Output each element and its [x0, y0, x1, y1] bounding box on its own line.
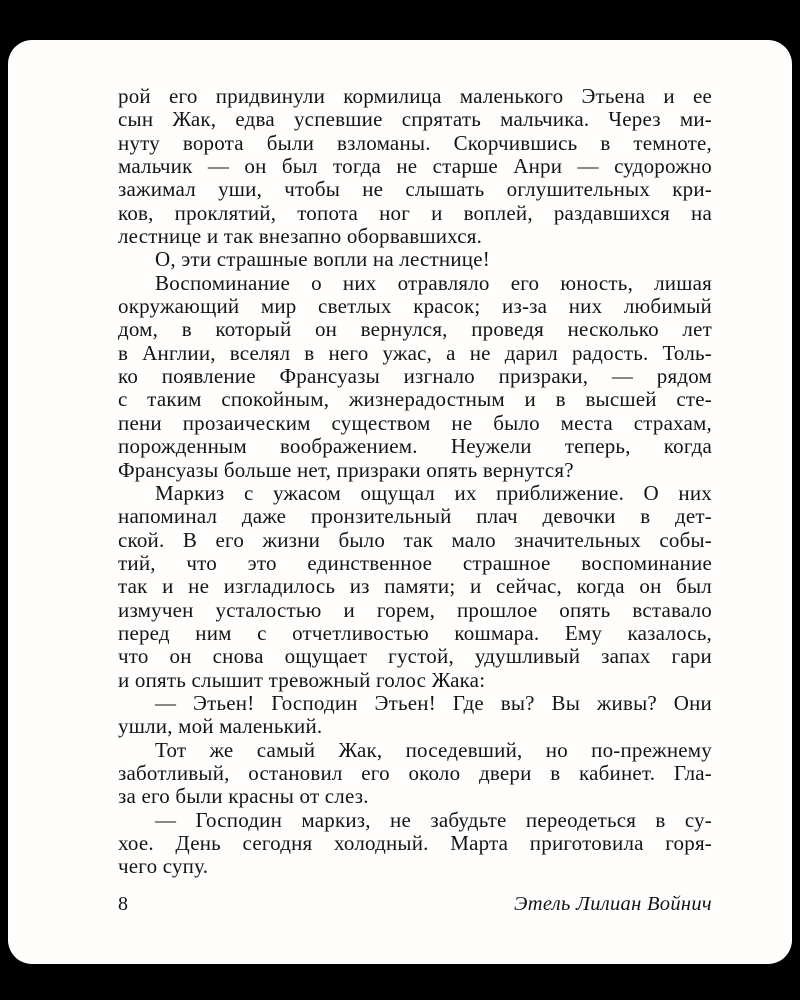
page-number: 8: [118, 893, 128, 915]
text-line: и опять слышит тревожный голос Жака:: [118, 667, 486, 692]
paragraph: [118, 482, 712, 692]
paragraph: [118, 692, 712, 739]
book-page: [8, 40, 792, 964]
page-text: [118, 85, 712, 879]
paragraph: [118, 809, 712, 879]
text-line: ков, проклятий, топота ног и воплей, раздавшихся на: [118, 200, 712, 225]
text-line: что он снова ощущает густой, удушливый запах гари: [118, 644, 712, 669]
text-line: хое. День сегодня холодный. Марта приготовила горя-: [118, 831, 712, 855]
paragraph: [118, 272, 712, 482]
text-line: окружающий мир светлых красок; из-за них любимый: [118, 294, 712, 319]
paragraph: [118, 739, 712, 809]
text-line: за его были красны от слез.: [118, 784, 369, 809]
page-footer: [118, 893, 712, 916]
text-line: Маркиз с ужасом ощущал их приближение. О них: [155, 480, 712, 505]
text-line: перед ним с отчетливостью кошмара. Ему казалось,: [118, 620, 712, 645]
text-line: лестнице и так внезапно оборвавшихся.: [118, 224, 483, 249]
text-line: ушли, мой маленький.: [118, 714, 323, 739]
text-line: мальчик — он был тогда не старше Анри — судорожно: [118, 154, 712, 179]
text-line: порожденным воображением. Неужели теперь, когда: [118, 434, 712, 459]
text-line: заботливый, остановил его около двери в кабинет. Гла-: [118, 760, 712, 785]
text-line: в Англии, вселял в него ужас, а не дарил радость. Толь-: [118, 340, 712, 365]
text-line: ко появление Франсуазы изгнало призраки, — рядом: [118, 364, 712, 389]
paragraph: [118, 85, 712, 248]
text-line: так и не изгладилось из памяти; и сейчас, когда он был: [118, 574, 712, 599]
text-line: зажимал уши, чтобы не слышать оглушительных кри-: [118, 177, 712, 202]
text-line: напоминал даже пронзительный плач девочки в дет-: [118, 504, 712, 529]
text-line: Тот же самый Жак, поседевший, но по-прежнему: [155, 737, 712, 762]
paragraph: [118, 248, 712, 271]
text-line: ской. В его жизни было так мало значительных собы-: [118, 527, 712, 552]
text-line: О, эти страшные вопли на лестнице!: [155, 247, 490, 272]
text-line: чего супу.: [118, 854, 209, 879]
text-line: Воспоминание о них отравляло его юность, лишая: [155, 270, 712, 295]
text-line: — Господин маркиз, не забудьте переодеться в су-: [155, 807, 712, 832]
text-line: пени прозаическим существом не было места страхам,: [118, 410, 712, 435]
text-line: Франсуазы больше нет, призраки опять вернутся?: [118, 457, 574, 482]
running-title-author: Этель Лилиан Войнич: [514, 893, 712, 915]
text-line: нуту ворота были взломаны. Скорчившись в темноте,: [118, 130, 712, 155]
text-line: измучен усталостью и горем, прошлое опять вставало: [118, 597, 712, 622]
text-line: с таким спокойным, жизнерадостным и в высшей сте-: [118, 387, 712, 412]
text-line: рой его придвинули кормилица маленького Этьена и ее: [118, 84, 712, 108]
text-line: тий, что это единственное страшное воспоминание: [118, 550, 712, 575]
text-line: сын Жак, едва успевшие спрятать мальчика. Через ми-: [118, 107, 712, 132]
text-line: — Этьен! Господин Этьен! Где вы? Вы живы? Они: [155, 690, 712, 715]
text-line: дом, в который он вернулся, проведя несколько лет: [118, 317, 712, 342]
